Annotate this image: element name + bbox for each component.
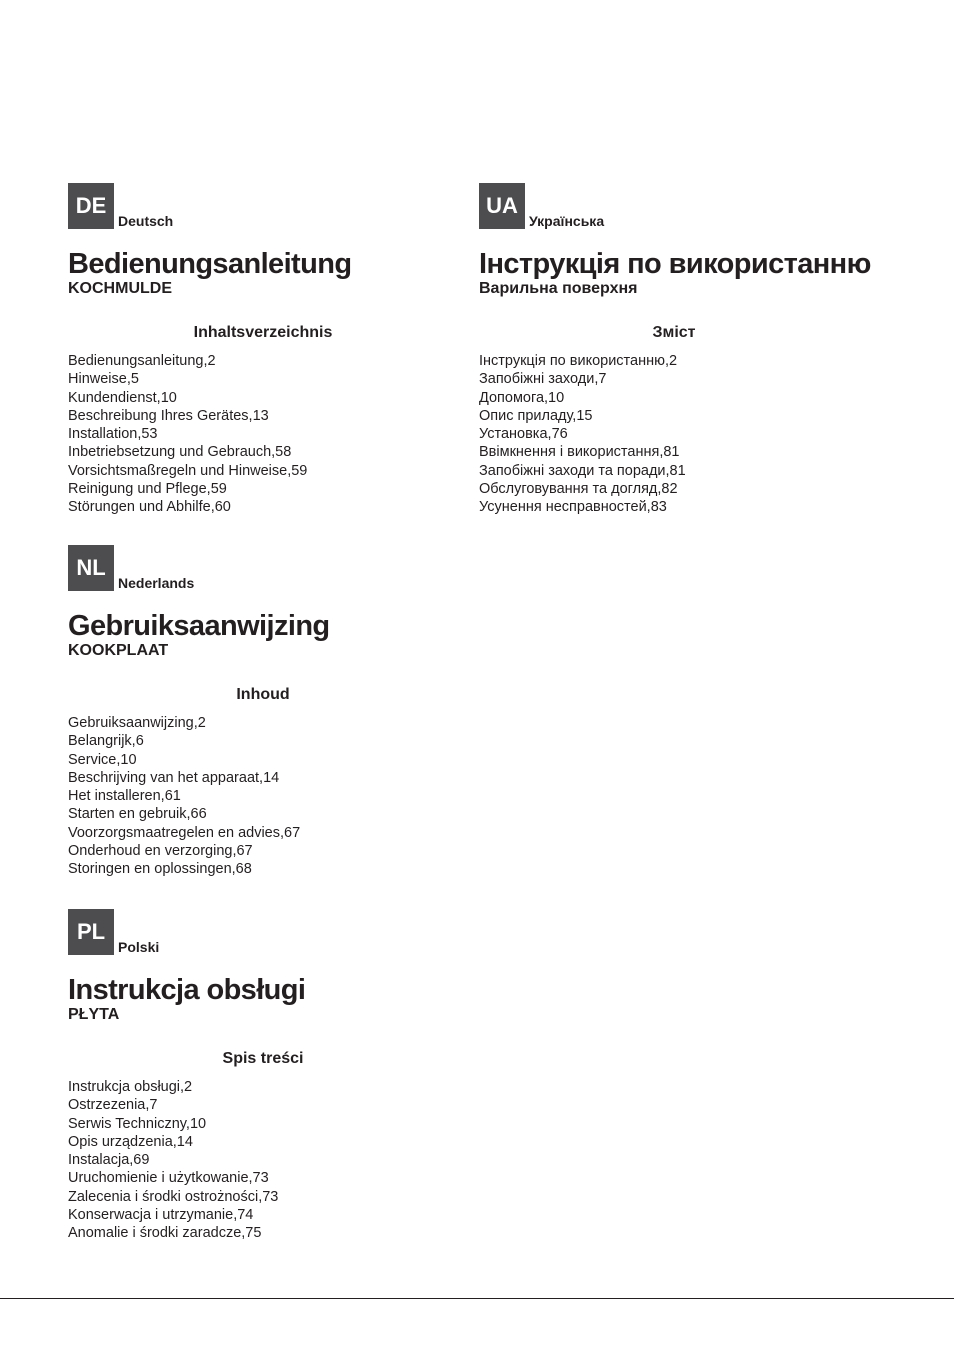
toc-item: Опис приладу,15: [479, 407, 593, 424]
toc-list: [68, 714, 458, 879]
toc-item: Bedienungsanleitung,2: [68, 353, 216, 369]
toc-heading: Spis treści: [222, 1050, 304, 1067]
toc-item: Інструкція по використанню,2: [479, 353, 678, 369]
toc-list: [479, 352, 879, 517]
toc-item: Gebruiksaanwijzing,2: [68, 715, 206, 731]
language-code-badge: UA: [479, 183, 525, 229]
toc-list: [68, 1078, 458, 1243]
manual-title: Gebruiksaanwijzing: [68, 610, 330, 642]
toc-heading: Зміст: [652, 324, 696, 341]
toc-item: Inbetriebsetzung und Gebrauch,58: [68, 444, 292, 461]
toc-item: Ostrzezenia,7: [68, 1097, 158, 1114]
manual-title: Instrukcja obsługi: [68, 974, 306, 1006]
language-header: [68, 183, 458, 229]
toc-item: Belangrijk,6: [68, 733, 144, 750]
toc-item: Запобіжні заходи та поради,81: [479, 462, 686, 479]
toc-item: Konserwacja i utrzymanie,74: [68, 1207, 254, 1224]
toc-item: Kundendienst,10: [68, 389, 177, 406]
language-name: Українська: [529, 213, 605, 229]
toc-item: Запобіжні заходи,7: [479, 371, 607, 388]
toc-item: Zalecenia i środki ostrożności,73: [68, 1188, 279, 1205]
section-de: [68, 183, 458, 517]
section-nl: [68, 545, 458, 879]
toc-item: Beschrijving van het apparaat,14: [68, 769, 280, 786]
toc-item: Serwis Techniczny,10: [68, 1115, 207, 1132]
toc-item: Установка,76: [479, 426, 568, 443]
toc-item: Het installeren,61: [68, 788, 181, 805]
section-pl: [68, 909, 458, 1243]
language-name: Nederlands: [118, 575, 195, 591]
toc-item: Störungen und Abhilfe,60: [68, 499, 231, 516]
toc-item: Instalacja,69: [68, 1152, 150, 1169]
toc-item: Ввімкнення і використання,81: [479, 444, 680, 461]
manual-subtitle: KOCHMULDE: [68, 280, 172, 297]
toc-item: Instrukcja obsługi,2: [68, 1079, 193, 1095]
toc-item: Усунення несправностей,83: [479, 499, 667, 516]
toc-item: Starten en gebruik,66: [68, 806, 207, 823]
section-ua: [479, 183, 879, 517]
toc-item: Installation,53: [68, 426, 158, 443]
toc-item: Vorsichtsmaßregeln und Hinweise,59: [68, 462, 308, 479]
manual-subtitle: KOOKPLAAT: [68, 642, 169, 659]
language-header: [68, 909, 458, 955]
language-header: [68, 545, 458, 591]
toc-heading: Inhoud: [236, 686, 290, 703]
toc-item: Uruchomienie i użytkowanie,73: [68, 1170, 269, 1187]
language-header: [479, 183, 879, 229]
toc-list: [68, 352, 458, 517]
language-code-badge: NL: [68, 545, 114, 591]
toc-item: Обслуговування та догляд,82: [479, 481, 678, 498]
toc-item: Reinigung und Pflege,59: [68, 481, 227, 498]
language-name: Polski: [118, 939, 160, 955]
toc-item: Допомога,10: [479, 389, 565, 406]
toc-item: Voorzorgsmaatregelen en advies,67: [68, 824, 301, 841]
toc-item: Service,10: [68, 751, 137, 768]
toc-item: Onderhoud en verzorging,67: [68, 843, 253, 860]
toc-item: Storingen en oplossingen,68: [68, 861, 252, 878]
toc-heading: Inhaltsverzeichnis: [193, 324, 333, 341]
toc-item: Hinweise,5: [68, 371, 139, 388]
manual-title: Інструкція по використанню: [479, 248, 871, 280]
language-code-badge: DE: [68, 183, 114, 229]
manual-title: Bedienungsanleitung: [68, 248, 352, 280]
manual-subtitle: Варильна поверхня: [479, 280, 638, 297]
language-name: Deutsch: [118, 213, 174, 229]
footer-divider: [0, 1298, 954, 1299]
toc-item: Anomalie i środki zaradcze,75: [68, 1225, 262, 1242]
toc-item: Opis urządzenia,14: [68, 1133, 193, 1150]
language-code-badge: PL: [68, 909, 114, 955]
manual-subtitle: PŁYTA: [68, 1006, 120, 1023]
toc-item: Beschreibung Ihres Gerätes,13: [68, 407, 269, 424]
